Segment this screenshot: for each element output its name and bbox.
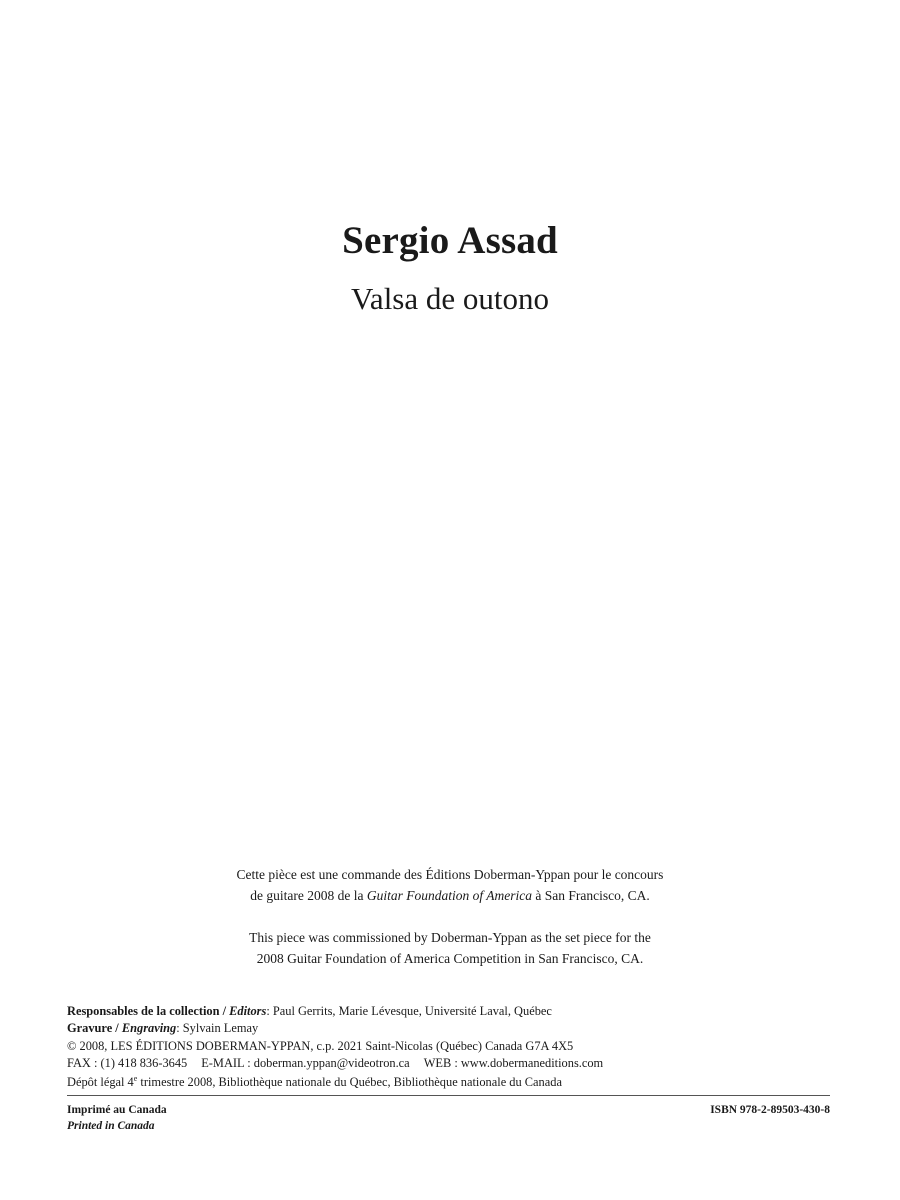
printed-in-notice [67,1103,167,1134]
dedication-french [0,864,900,906]
engraving-value: : Sylvain Lemay [176,1020,259,1035]
dedication-french-line-1: Cette pièce est une commande des Éditions Doberman-Yppan pour le concours [236,867,664,882]
legal-deposit-line: Dépôt légal 4e trimestre 2008, Bibliothèque nationale du Québec, Bibliothèque nationale du Canada [67,1074,562,1090]
dedication-english [0,927,900,969]
piece-title: Valsa de outono [350,281,550,316]
editors-value: : Paul Gerrits, Marie Lévesque, Université Laval, Québec [266,1004,552,1018]
copyright-line: © 2008, LES ÉDITIONS DOBERMAN-YPPAN, c.p. 2021 Saint-Nicolas (Québec) Canada G7A 4X5 [67,1039,574,1054]
publisher-credits [67,1003,837,1091]
dedication-french-line-2 [0,885,900,906]
dedication-french-text: de guitare 2008 de la [250,888,367,903]
dedication-english-line-2: 2008 Guitar Foundation of America Competition in San Francisco, CA. [256,951,644,966]
editors-label: Responsables de la collection / Editors [67,1004,267,1018]
contact-line [67,1055,837,1072]
printed-english: Printed in Canada [67,1119,155,1132]
composer-name: Sergio Assad [342,219,558,262]
website: WEB : www.dobermaneditions.com [423,1055,604,1070]
dedication-english-line-1: This piece was commissioned by Doberman-Yppan as the set piece for the [249,930,651,945]
dedication-french-text: à San Francisco, CA. [531,888,650,903]
email: E-MAIL : doberman.yppan@videotron.ca [201,1055,410,1070]
footer-divider [67,1095,830,1096]
isbn: ISBN 978-2-89503-430-8 [710,1104,830,1116]
engraving-line [67,1020,837,1037]
engraving-label: Gravure / Engraving [67,1020,177,1035]
printed-french: Imprimé au Canada [67,1104,167,1116]
editors-line [67,1003,837,1020]
fax: FAX : (1) 418 836-3645 [67,1055,188,1070]
organization-name: Guitar Foundation of America [366,888,532,903]
